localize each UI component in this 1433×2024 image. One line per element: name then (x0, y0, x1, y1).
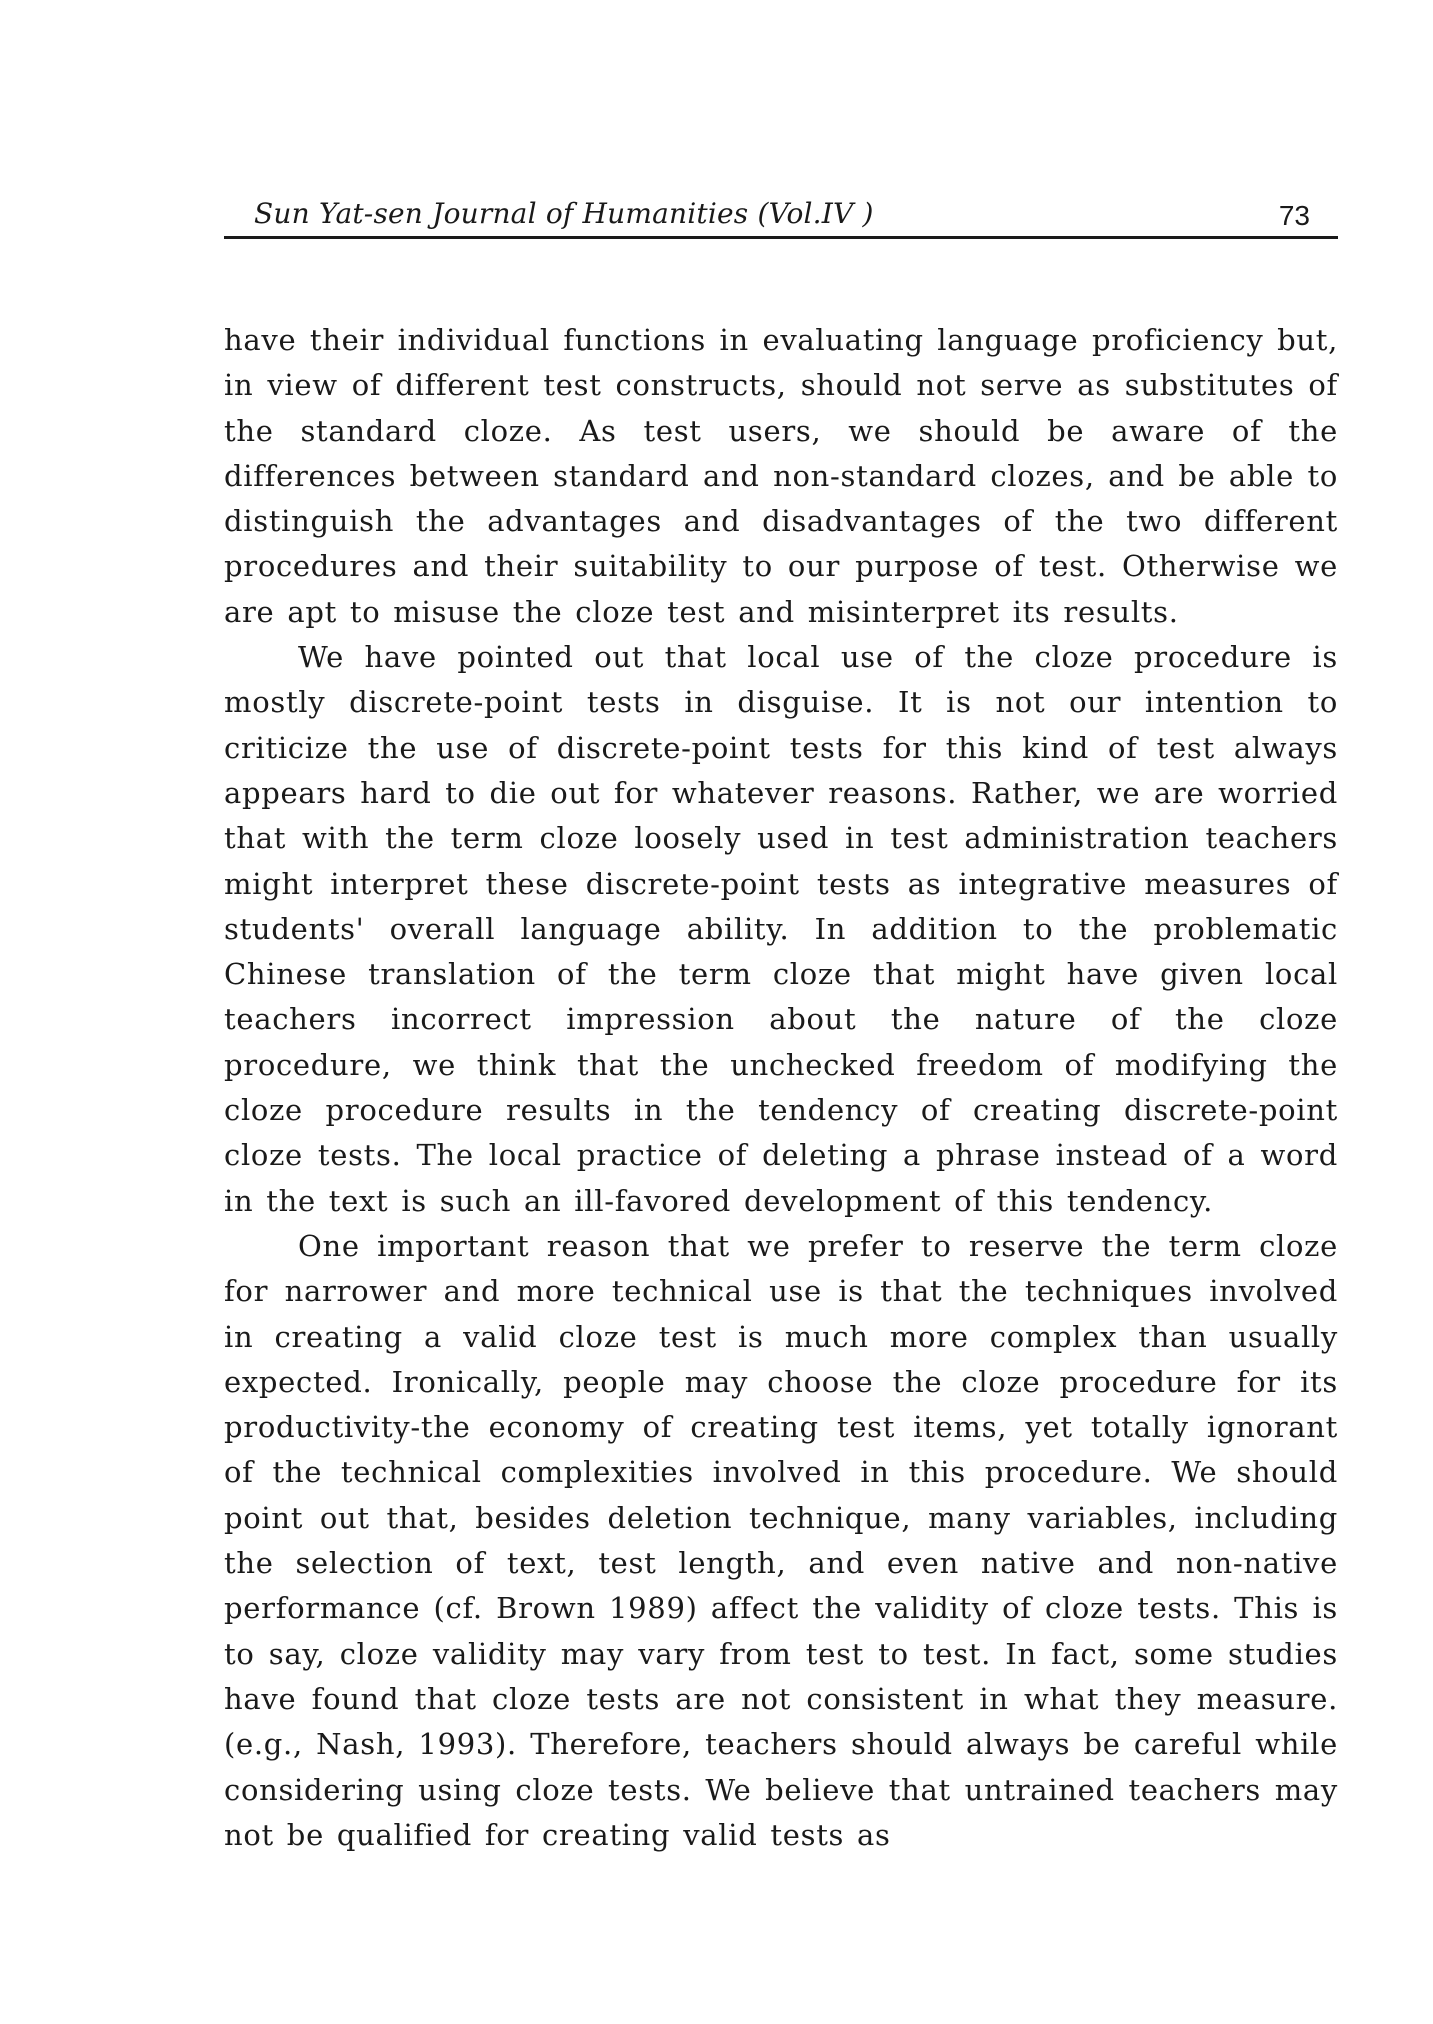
journal-title: Sun Yat-sen Journal of Humanities (Vol.IV ) (254, 197, 874, 230)
page-number: 73 (1278, 200, 1310, 231)
body-text (224, 318, 1338, 1858)
paragraph-technical-use: One important reason that we prefer to reserve the term cloze for narrower and more technical use is that the techniques involved in creating a valid cloze test is much more complex than usually expected. Ironically, people may choose the cloze procedure for its productivity-the economy of creating test items, yet totally ignorant of the technical complexities involved in this procedure. We should point out that, besides deletion technique, many variables, including the selection of text, test length, and even native and non-native performance (cf. Brown 1989) affect the validity of cloze tests. This is to say, cloze validity may vary from test to test. In fact, some studies have found that cloze tests are not consistent in what they measure. (e.g., Nash, 1993). Therefore, teachers should always be careful while considering using cloze tests. We believe that untrained teachers may not be qualified for creating valid tests as (224, 1228, 1338, 1852)
paragraph-local-use: We have pointed out that local use of the cloze procedure is mostly discrete-point tests in disguise. It is not our intention to criticize the use of discrete-point tests for this kind of test always appears hard to die out for whatever reasons. Rather, we are worried that with the term cloze loosely used in test administration teachers might interpret these discrete-point tests as integrative measures of students' overall language ability. In addition to the problematic Chinese translation of the term cloze that might have given local teachers incorrect impression about the nature of the cloze procedure, we think that the unchecked freedom of modifying the cloze procedure results in the tendency of creating discrete-point cloze tests. The local practice of deleting a phrase instead of a word in the text is such an ill-favored development of this tendency. (224, 640, 1338, 1218)
running-head (224, 190, 1338, 239)
paragraph-continued: have their individual functions in evaluating language proficiency but, in view of different test constructs, should not serve as substitutes of the standard cloze. As test users, we should be aware of the differences between standard and non-standard clozes, and be able to distinguish the advantages and disadvantages of the two different procedures and their suitability to our purpose of test. Otherwise we are apt to misuse the cloze test and misinterpret its results. (224, 323, 1338, 629)
